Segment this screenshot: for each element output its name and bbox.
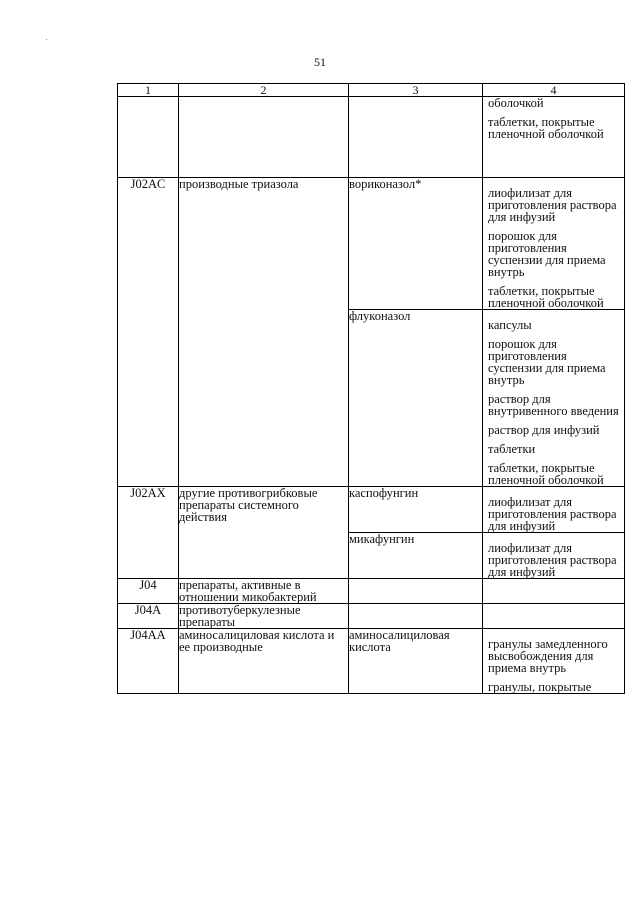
dosage-form: капсулы <box>488 318 532 332</box>
table-row <box>118 629 625 694</box>
dosage-form: таблетки, покрытые пленочной оболочкой <box>488 115 604 141</box>
atc-code: J02AC <box>118 178 179 487</box>
forms-cell <box>483 97 625 178</box>
table-row <box>118 487 625 533</box>
group-name: производные триазола <box>179 178 349 487</box>
dosage-form: раствор для инфузий <box>488 423 600 437</box>
atc-code: J04AA <box>118 629 179 694</box>
dosage-form: оболочкой <box>488 96 544 110</box>
forms-cell <box>483 604 625 629</box>
table-row <box>118 604 625 629</box>
forms-cell <box>483 579 625 604</box>
drug-cell <box>349 579 483 604</box>
drug-name: вориконазол* <box>349 178 483 310</box>
dosage-form: таблетки, покрытые пленочной оболочкой <box>488 461 604 487</box>
dosage-form: лиофилизат для приготовления раствора для инфузий <box>488 495 617 533</box>
group-name: другие противогрибковые препараты системного действия <box>179 487 349 579</box>
drug-name: аминосалициловая кислота <box>349 629 483 694</box>
drug-name: микафунгин <box>349 533 483 579</box>
page-number: 51 <box>314 55 326 69</box>
forms-cell <box>483 487 625 533</box>
group-name: противотуберкулезные препараты <box>179 604 349 629</box>
drug-name: каспофунгин <box>349 487 483 533</box>
header-row <box>118 84 625 97</box>
dosage-form: таблетки <box>488 442 536 456</box>
atc-code: J02AX <box>118 487 179 579</box>
atc-code: J04 <box>118 579 179 604</box>
forms-cell <box>483 310 625 487</box>
drug-cell <box>349 97 483 178</box>
group-name: препараты, активные в отношении микобактерий <box>179 579 349 604</box>
dosage-form: порошок для приготовления суспензии для приема внутрь <box>488 337 606 387</box>
table-row <box>118 579 625 604</box>
forms-cell <box>483 533 625 579</box>
drug-name: флуконазол <box>349 310 483 487</box>
atc-code: J04A <box>118 604 179 629</box>
medication-table <box>117 83 625 694</box>
header-cell: 3 <box>349 84 483 97</box>
scan-speck <box>46 39 47 40</box>
dosage-form: лиофилизат для приготовления раствора для инфузий <box>488 186 617 224</box>
name-cell <box>179 97 349 178</box>
forms-cell <box>483 629 625 694</box>
group-name: аминосалициловая кислота и ее производные <box>179 629 349 694</box>
table-row-continuation <box>118 97 625 178</box>
forms-cell <box>483 178 625 310</box>
dosage-form: лиофилизат для приготовления раствора для инфузий <box>488 541 617 579</box>
drug-cell <box>349 604 483 629</box>
table-row <box>118 178 625 310</box>
header-cell: 2 <box>179 84 349 97</box>
dosage-form: гранулы замедленного высвобождения для приема внутрь <box>488 637 608 675</box>
code-cell <box>118 97 179 178</box>
dosage-form: гранулы, покрытые <box>488 680 592 694</box>
dosage-form: таблетки, покрытые пленочной оболочкой <box>488 284 604 310</box>
dosage-form: порошок для приготовления суспензии для приема внутрь <box>488 229 606 279</box>
header-cell: 4 <box>483 84 625 97</box>
header-cell: 1 <box>118 84 179 97</box>
dosage-form: раствор для внутривенного введения <box>488 392 619 418</box>
